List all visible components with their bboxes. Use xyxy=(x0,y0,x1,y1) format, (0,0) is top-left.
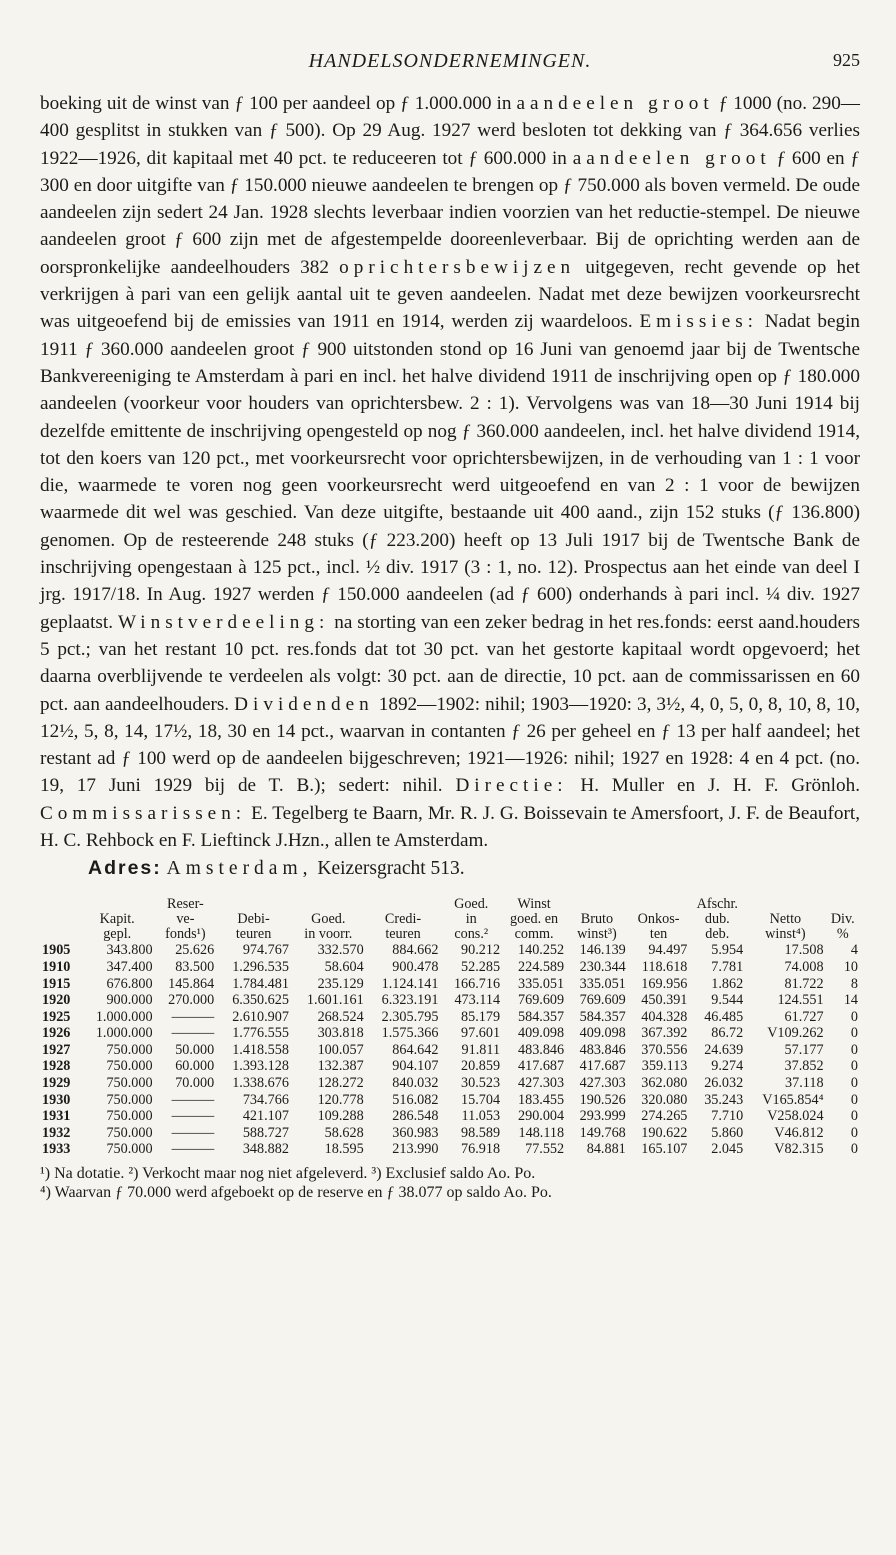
table-cell: 1.601.161 xyxy=(306,992,364,1009)
table-cell: 213.990 xyxy=(392,1141,439,1158)
table-header-row xyxy=(40,897,860,912)
table-cell: 118.618 xyxy=(641,958,688,975)
column-header xyxy=(40,912,80,927)
column-header: gepl. xyxy=(103,926,132,943)
spaced-text: aandeelen groot xyxy=(572,147,771,169)
table-cell: 2.045 xyxy=(711,1141,744,1158)
table-cell: 335.051 xyxy=(579,975,626,992)
table-cell: 35.243 xyxy=(704,1091,744,1108)
table-cell: 769.609 xyxy=(518,992,565,1009)
table-cell: 9.544 xyxy=(711,992,744,1009)
table-cell: 0 xyxy=(850,1058,858,1075)
column-header xyxy=(628,897,690,912)
table-row xyxy=(40,1075,860,1092)
table-cell: V109.262 xyxy=(767,1025,824,1042)
section-directie: Directie: xyxy=(455,775,568,797)
address-label: Adres: xyxy=(88,857,162,880)
table-cell: 417.687 xyxy=(579,1058,626,1075)
table-cell: 900.000 xyxy=(106,992,153,1009)
table-cell: 348.882 xyxy=(242,1141,289,1158)
table-cell: V165.854⁴ xyxy=(762,1091,824,1108)
table-cell: 303.818 xyxy=(317,1025,364,1042)
table-cell: 24.639 xyxy=(704,1041,744,1058)
column-header: Credi- xyxy=(384,911,422,928)
table-cell: 5.860 xyxy=(711,1124,744,1141)
table-cell: 0 xyxy=(850,1141,858,1158)
section-emissies: Emissies: xyxy=(639,311,759,333)
table-cell: 46.485 xyxy=(704,1008,744,1025)
table-cell: 404.328 xyxy=(641,1008,688,1025)
column-header: Div. xyxy=(830,911,855,928)
table-cell: 84.881 xyxy=(586,1141,626,1158)
table-cell: 750.000 xyxy=(106,1108,153,1125)
text-run: Nadat begin 1911 ƒ 360.000 aandeelen groot ƒ 900 uitstonden stond op 16 Juni van genoemd jaar bij de Twentsche Bankvereeniging te Amsterdam à pari en incl. het halve dividend 1911 de inschrijving open op ƒ 180.000 aandeelen (voorkeur voor houders van oprichtersbew. 2 : 1). Vervolgens was van 18—30 Juni 1914 bij dezelfde emittente de inschrijving opengesteld op nog ƒ 360.000 aandeelen, incl. het halve dividend 1914, tot den koers van 120 pct., met voorkeursrecht voor oprichtersbewijzen, in de verhouding van 1 : 1 voor die, waarmede te voren nog geen voorkeursrecht werd uitgeoefend en van 2 : 1 voor de bewijzen waarmede dit wel was geschied. Van deze uitgifte, bestaande uit 400 aand., zijn 152 stuks (ƒ 136.800) genomen. Op de resteerende 248 stuks (ƒ 223.200) heeft op 13 Juli 1917 bij de Twentsche Bank de inschrijving opengestaan à 125 pct., incl. ½ div. 1917 (3 : 1, no. 12). Prospectus aan het einde van deel I jrg. 1917/18. In Aug. 1927 werden ƒ 150.000 aandeelen (ad ƒ 600) onderhands à pari incl. ¼ div. 1927 geplaatst. xyxy=(40,311,860,633)
column-header: goed. en xyxy=(510,911,559,928)
table-row xyxy=(40,1108,860,1125)
table-cell: 77.552 xyxy=(525,1141,565,1158)
table-cell: 332.570 xyxy=(317,942,364,959)
table-cell: 190.526 xyxy=(579,1091,626,1108)
table-cell: 1.393.128 xyxy=(232,1058,289,1075)
table-cell: 58.604 xyxy=(324,958,364,975)
table-row xyxy=(40,959,860,976)
text-run: boeking uit de winst van ƒ 100 per aandeel op ƒ 1.000.000 in xyxy=(40,93,517,114)
table-header-row xyxy=(40,912,860,927)
address-street: Keizersgracht 513. xyxy=(317,858,465,880)
table-cell: V258.024 xyxy=(767,1108,824,1125)
column-header xyxy=(566,897,628,912)
table-cell: 145.864 xyxy=(168,975,215,992)
table-cell: ——— xyxy=(171,1008,215,1025)
table-cell: 0 xyxy=(850,1025,858,1042)
table-cell: 268.524 xyxy=(317,1008,364,1025)
table-cell: 58.628 xyxy=(324,1124,364,1141)
table-header-row xyxy=(40,927,860,942)
table-row xyxy=(40,1025,860,1042)
text-run: H. Muller en J. H. F. Grönloh. xyxy=(567,775,860,797)
table-cell: 7.710 xyxy=(711,1108,744,1125)
table-cell: 750.000 xyxy=(106,1058,153,1075)
table-cell: 1.784.481 xyxy=(232,975,289,992)
column-header xyxy=(291,897,366,912)
table-cell: 750.000 xyxy=(106,1075,153,1092)
column-header xyxy=(40,897,80,912)
table-cell: 57.177 xyxy=(784,1041,824,1058)
table-cell: 584.357 xyxy=(518,1008,565,1025)
financial-table xyxy=(40,897,860,1158)
table-cell: 109.288 xyxy=(317,1108,364,1125)
column-header xyxy=(826,897,860,912)
column-header: Bruto xyxy=(580,911,614,928)
column-header: Afschr. xyxy=(696,896,738,913)
row-year: 1920 xyxy=(42,992,71,1009)
table-row xyxy=(40,1092,860,1109)
column-header: cons.² xyxy=(454,926,489,943)
table-cell: 1.296.535 xyxy=(232,958,289,975)
company-description xyxy=(40,90,860,854)
table-cell: 7.781 xyxy=(711,958,744,975)
text-run: ƒ 1000 (no. 290—400 gesplitst in stukken van ƒ 500). Op 29 Aug. 1927 werd besloten tot dekking van ƒ 364.656 verlies 1922—1926, dit kapitaal met 40 pct. te reduceeren tot ƒ 600.000 in xyxy=(40,93,860,169)
table-cell: 30.523 xyxy=(461,1075,501,1092)
table-row xyxy=(40,992,860,1009)
table-cell: 427.303 xyxy=(518,1075,565,1092)
column-header: % xyxy=(836,926,849,943)
column-header: teuren xyxy=(235,926,272,943)
table-body xyxy=(40,942,860,1158)
row-year: 1926 xyxy=(42,1025,71,1042)
table-cell: 0 xyxy=(850,1124,858,1141)
table-cell: 320.080 xyxy=(641,1091,688,1108)
page-header xyxy=(40,50,860,90)
table-cell: 120.778 xyxy=(317,1091,364,1108)
column-header: comm. xyxy=(514,926,554,943)
table-cell: 0 xyxy=(850,1008,858,1025)
table-header xyxy=(40,897,860,942)
table-cell: 270.000 xyxy=(168,992,215,1009)
column-header xyxy=(40,927,80,942)
table-cell: 293.999 xyxy=(579,1108,626,1125)
table-cell: 286.548 xyxy=(392,1108,439,1125)
table-cell: 1.776.555 xyxy=(232,1025,289,1042)
section-commissarissen: Commissarissen: xyxy=(40,802,247,824)
table-cell: 1.000.000 xyxy=(95,1025,153,1042)
text-run: 1892—1902: nihil; 1903—1920: 3, 3½, 4, 0, 5, 0, 8, 10, 8, 10, 12½, 5, 8, 14, 17½, 18, 30 en 14 pct., waarvan in contanten ƒ 26 per geheel en ƒ 13 per half aandeel; het restant ad ƒ 100 werd op de aandeelen bijgeschreven; 1921—1926: nihil; 1927 en 1928: 4 en 4 pct. (no. 19, 17 Juni 1929 bij de T. B.); sedert: nihil. xyxy=(40,693,860,797)
table-cell: 409.098 xyxy=(579,1025,626,1042)
table-cell: 0 xyxy=(850,1041,858,1058)
table-cell: 83.500 xyxy=(175,958,215,975)
table-cell: 1.000.000 xyxy=(95,1008,153,1025)
table-cell: 734.766 xyxy=(242,1091,289,1108)
table-row xyxy=(40,976,860,993)
table-row xyxy=(40,1141,860,1158)
table-cell: 421.107 xyxy=(242,1108,289,1125)
column-header: deb. xyxy=(705,926,730,943)
table-cell: ——— xyxy=(171,1091,215,1108)
table-cell: 97.601 xyxy=(461,1025,501,1042)
table-cell: 290.004 xyxy=(518,1108,565,1125)
table-cell: 17.508 xyxy=(784,942,824,959)
table-cell: 6.323.191 xyxy=(381,992,439,1009)
column-header: Goed. xyxy=(454,896,489,913)
table-cell: 750.000 xyxy=(106,1124,153,1141)
row-year: 1925 xyxy=(42,1008,71,1025)
table-cell: 0 xyxy=(850,1091,858,1108)
column-header: fonds¹) xyxy=(165,926,206,943)
table-cell: 70.000 xyxy=(175,1075,215,1092)
table-cell: 584.357 xyxy=(579,1008,626,1025)
text-run: ƒ 600 en ƒ 300 en door uitgifte van ƒ 150.000 nieuwe aandeelen te brengen op ƒ 750.000 als boven vermeld. De oude aandeelen zijn sedert 24 Jan. 1928 slechts leverbaar indien voorzien van het reductie-stempel. De nieuwe aandeelen groot ƒ 600 zijn met de afgestempelde dooreenleverbaar. Bij de oprichting werden aan de oorspronkelijke aandeelhouders 382 xyxy=(40,147,860,278)
table-cell: 473.114 xyxy=(454,992,501,1009)
table-cell: V82.315 xyxy=(774,1141,824,1158)
spaced-text: aandeelen groot xyxy=(516,93,714,114)
column-header: winst³) xyxy=(577,926,617,943)
table-cell: V46.812 xyxy=(774,1124,824,1141)
table-cell: 10 xyxy=(843,958,858,975)
table-cell: 450.391 xyxy=(641,992,688,1009)
table-cell: 274.265 xyxy=(641,1108,688,1125)
table-cell: 61.727 xyxy=(784,1008,824,1025)
column-header: in xyxy=(465,911,477,928)
table-cell: ——— xyxy=(171,1108,215,1125)
table-cell: 359.113 xyxy=(641,1058,688,1075)
address-city: Amsterdam, xyxy=(166,858,313,880)
table-cell: 5.954 xyxy=(711,942,744,959)
table-cell: 25.626 xyxy=(175,942,215,959)
column-header: Reser- xyxy=(167,896,204,913)
column-header xyxy=(216,897,291,912)
page-number: 925 xyxy=(833,50,860,70)
table-cell: 417.687 xyxy=(518,1058,565,1075)
table-cell: 94.497 xyxy=(648,942,688,959)
row-year: 1931 xyxy=(42,1108,71,1125)
spaced-text: oprichtersbewijzen xyxy=(339,256,576,278)
table-cell: 1.862 xyxy=(711,975,744,992)
text-run: na storting van een zeker bedrag in het res.fonds: eerst aand.houders 5 pct.; van het restant 10 pct. res.fonds dat tot 30 pct. van het gestorte kapitaal wordt opgevoerd; het daarna overblijvende te verdeelen als volgt: 30 pct. aan de directie, 10 pct. aan de commissarissen en 60 pct. aan aandeelhouders. xyxy=(40,611,860,715)
table-cell: 90.212 xyxy=(461,942,501,959)
table-cell: 1.338.676 xyxy=(232,1075,289,1092)
column-header: winst⁴) xyxy=(765,926,806,943)
table-cell: 483.846 xyxy=(518,1041,565,1058)
table-cell: 335.051 xyxy=(518,975,565,992)
column-header: Onkos- xyxy=(637,911,680,928)
column-header: Kapit. xyxy=(99,911,135,928)
table-cell: 124.551 xyxy=(777,992,824,1009)
table-cell: 864.642 xyxy=(392,1041,439,1058)
row-year: 1927 xyxy=(42,1041,71,1058)
table-cell: 14 xyxy=(843,992,858,1009)
table-cell: 1.418.558 xyxy=(232,1041,289,1058)
table-cell: 2.305.795 xyxy=(381,1008,439,1025)
table-cell: 26.032 xyxy=(704,1075,744,1092)
table-cell: 224.589 xyxy=(518,958,565,975)
table-cell: 840.032 xyxy=(392,1075,439,1092)
table-cell: 100.057 xyxy=(317,1041,364,1058)
table-cell: 128.272 xyxy=(317,1075,364,1092)
table-row xyxy=(40,1058,860,1075)
table-cell: 347.400 xyxy=(106,958,153,975)
table-cell: 360.983 xyxy=(392,1124,439,1141)
row-year: 1928 xyxy=(42,1058,71,1075)
table-cell: 85.179 xyxy=(461,1008,501,1025)
text-run: E. Tegelberg te Baarn, Mr. R. J. G. Boissevain te Amersfoort, J. F. de Beaufort, H. C. Rehbock en F. Lieftinck J.Hzn., allen te Amsterdam. xyxy=(40,802,860,852)
table-cell: 132.387 xyxy=(317,1058,364,1075)
row-year: 1930 xyxy=(42,1091,71,1108)
address-line xyxy=(88,854,860,883)
table-cell: 1.124.141 xyxy=(381,975,439,992)
table-row xyxy=(40,1009,860,1026)
table-cell: 974.767 xyxy=(242,942,289,959)
table-cell: 427.303 xyxy=(579,1075,626,1092)
table-cell: 165.107 xyxy=(641,1141,688,1158)
table-cell: 91.811 xyxy=(461,1041,501,1058)
column-header xyxy=(80,897,155,912)
table-cell: 76.918 xyxy=(461,1141,501,1158)
row-year: 1910 xyxy=(42,958,71,975)
table-row xyxy=(40,1125,860,1142)
table-cell: ——— xyxy=(171,1124,215,1141)
table-row xyxy=(40,1042,860,1059)
text-run: uitgegeven, recht gevende op het verkrijgen à pari van een gelijk aantal uit te geven aandeelen. Nadat met deze bewijzen voorkeursrecht was uitgeoefend bij de emissies van 1911 en 1914, werden zij waardeloos. xyxy=(40,256,860,333)
table-cell: 146.139 xyxy=(579,942,626,959)
table-cell: 370.556 xyxy=(641,1041,688,1058)
footnote-2: ⁴) Waarvan ƒ 70.000 werd afgeboekt op de reserve en ƒ 38.077 op saldo Ao. Po. xyxy=(40,1184,552,1202)
table-cell: 6.350.625 xyxy=(232,992,289,1009)
footnotes xyxy=(40,1164,860,1202)
table-cell: 343.800 xyxy=(106,942,153,959)
table-cell: 86.72 xyxy=(711,1025,744,1042)
table-cell: 52.285 xyxy=(461,958,501,975)
column-header: Netto xyxy=(769,911,802,928)
table-cell: 9.274 xyxy=(711,1058,744,1075)
column-header xyxy=(745,897,825,912)
table-cell: 98.589 xyxy=(461,1124,501,1141)
table-cell: 235.129 xyxy=(317,975,364,992)
column-header: dub. xyxy=(704,911,730,928)
table-cell: 190.622 xyxy=(641,1124,688,1141)
section-dividenden: Dividenden xyxy=(234,693,374,715)
table-cell: 750.000 xyxy=(106,1041,153,1058)
table-cell: 148.118 xyxy=(518,1124,565,1141)
table-cell: 81.722 xyxy=(784,975,824,992)
row-year: 1933 xyxy=(42,1141,71,1158)
table-cell: 140.252 xyxy=(518,942,565,959)
table-cell: 483.846 xyxy=(579,1041,626,1058)
table-cell: 676.800 xyxy=(106,975,153,992)
table-cell: 169.956 xyxy=(641,975,688,992)
table-cell: 50.000 xyxy=(175,1041,215,1058)
table-cell: 588.727 xyxy=(242,1124,289,1141)
column-header: teuren xyxy=(385,926,421,943)
table-cell: 8 xyxy=(850,975,858,992)
table-cell: 60.000 xyxy=(175,1058,215,1075)
table-cell: 0 xyxy=(850,1108,858,1125)
table-cell: 20.859 xyxy=(461,1058,501,1075)
table-cell: ——— xyxy=(171,1141,215,1158)
table-cell: 367.392 xyxy=(641,1025,688,1042)
table-cell: 750.000 xyxy=(106,1091,153,1108)
table-cell: 884.662 xyxy=(392,942,439,959)
table-row xyxy=(40,942,860,959)
section-winstverdeeling: Winstverdeeling: xyxy=(117,611,330,633)
column-header: ten xyxy=(649,926,668,943)
table-cell: 1.575.366 xyxy=(381,1025,439,1042)
footnote-1: ¹) Na dotatie. ²) Verkocht maar nog niet afgeleverd. ³) Exclusief saldo Ao. Po. xyxy=(40,1165,536,1183)
table-cell: 750.000 xyxy=(106,1141,153,1158)
table-cell: 166.716 xyxy=(453,975,501,992)
table-cell: 37.852 xyxy=(784,1058,824,1075)
row-year: 1915 xyxy=(42,975,71,992)
table-cell: 4 xyxy=(850,942,858,959)
column-header: Winst xyxy=(517,896,551,913)
row-year: 1905 xyxy=(42,942,71,959)
table-cell: 904.107 xyxy=(392,1058,439,1075)
table-cell: 2.610.907 xyxy=(232,1008,289,1025)
table-cell: 15.704 xyxy=(461,1091,501,1108)
table-cell: 409.098 xyxy=(518,1025,565,1042)
table-cell: 183.455 xyxy=(518,1091,565,1108)
table-cell: 37.118 xyxy=(785,1075,824,1092)
row-year: 1932 xyxy=(42,1124,71,1141)
table-cell: 18.595 xyxy=(324,1141,364,1158)
table-cell: 230.344 xyxy=(579,958,626,975)
table-cell: 0 xyxy=(850,1075,858,1092)
column-header: Goed. xyxy=(311,911,346,928)
column-header: Debi- xyxy=(237,911,270,928)
table-cell: 362.080 xyxy=(641,1075,688,1092)
column-header: ve- xyxy=(176,911,195,928)
row-year: 1929 xyxy=(42,1075,71,1092)
table-cell: 149.768 xyxy=(579,1124,626,1141)
table-cell: 11.053 xyxy=(461,1108,501,1125)
table-cell: ——— xyxy=(171,1025,215,1042)
column-header: in voorr. xyxy=(304,926,353,943)
running-title: HANDELSONDERNEMINGEN. xyxy=(308,50,592,72)
table-cell: 516.082 xyxy=(392,1091,439,1108)
table-cell: 74.008 xyxy=(784,958,824,975)
table-cell: 769.609 xyxy=(579,992,626,1009)
table-cell: 900.478 xyxy=(392,958,439,975)
column-header xyxy=(366,897,441,912)
